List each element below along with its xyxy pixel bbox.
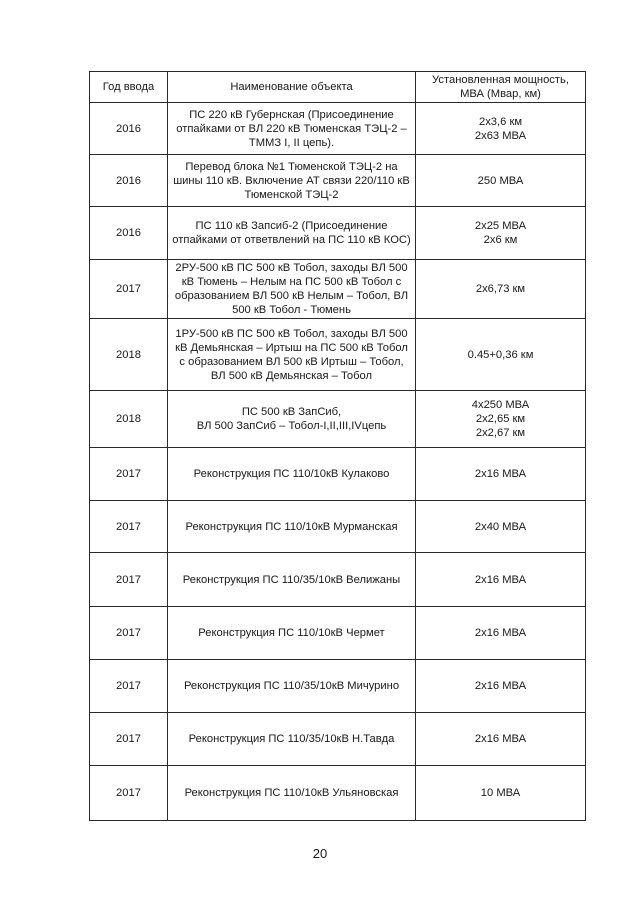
table-row: [90, 766, 586, 821]
cell-year: 2017: [90, 766, 168, 821]
cell-capacity: 2х16 МВА: [416, 713, 586, 766]
header-object-name: Наименование объекта: [168, 72, 416, 103]
cell-year: 2017: [90, 501, 168, 553]
cell-year: 2016: [90, 207, 168, 260]
cell-year: 2016: [90, 103, 168, 155]
cell-capacity: 4х250 МВА 2х2,65 км 2х2,67 км: [416, 391, 586, 448]
table-row: [90, 553, 586, 607]
cell-capacity: 2х25 МВА 2х6 км: [416, 207, 586, 260]
cell-capacity: 2х16 МВА: [416, 553, 586, 607]
cell-year: 2016: [90, 155, 168, 207]
page-number: 20: [312, 846, 328, 861]
cell-capacity: 2х16 МВА: [416, 660, 586, 713]
cell-object-name: Реконструкция ПС 110/35/10кВ Н.Тавда: [168, 713, 416, 766]
table-row: [90, 391, 586, 448]
cell-object-name: Реконструкция ПС 110/10кВ Мурманская: [168, 501, 416, 553]
cell-capacity: 2х16 МВА: [416, 607, 586, 660]
table-header-row: [90, 72, 586, 103]
cell-year: 2017: [90, 553, 168, 607]
cell-year: 2018: [90, 391, 168, 448]
table-row: [90, 260, 586, 319]
cell-object-name: ПС 500 кВ ЗапСиб, ВЛ 500 ЗапСиб – Тобол-I,II,III,IVцепь: [168, 391, 416, 448]
cell-year: 2018: [90, 319, 168, 391]
header-capacity: Установленная мощность, МВА (Мвар, км): [416, 72, 586, 103]
table-row: [90, 207, 586, 260]
cell-year: 2017: [90, 607, 168, 660]
table-row: [90, 448, 586, 501]
cell-capacity: 2х16 МВА: [416, 448, 586, 501]
cell-object-name: ПС 110 кВ Запсиб-2 (Присоединение отпайками от ответвлений на ПС 110 кВ КОС): [168, 207, 416, 260]
cell-object-name: Реконструкция ПС 110/10кВ Ульяновская: [168, 766, 416, 821]
cell-object-name: Реконструкция ПС 110/10кВ Чермет: [168, 607, 416, 660]
cell-capacity: 2х3,6 км 2х63 МВА: [416, 103, 586, 155]
cell-object-name: Реконструкция ПС 110/35/10кВ Мичурино: [168, 660, 416, 713]
cell-object-name: 1РУ-500 кВ ПС 500 кВ Тобол, заходы ВЛ 500 кВ Демьянская – Иртыш на ПС 500 кВ Тобол с образованием ВЛ 500 кВ Иртыш – Тобол, ВЛ 500 кВ Демьянская – Тобол: [168, 319, 416, 391]
cell-year: 2017: [90, 713, 168, 766]
table-row: [90, 155, 586, 207]
table-row: [90, 501, 586, 553]
cell-capacity: 0.45+0,36 км: [416, 319, 586, 391]
cell-year: 2017: [90, 448, 168, 501]
cell-object-name: Реконструкция ПС 110/35/10кВ Велижаны: [168, 553, 416, 607]
cell-capacity: 10 МВА: [416, 766, 586, 821]
cell-year: 2017: [90, 260, 168, 319]
table-row: [90, 607, 586, 660]
infrastructure-table: [89, 71, 586, 821]
table-row: [90, 319, 586, 391]
cell-year: 2017: [90, 660, 168, 713]
cell-object-name: ПС 220 кВ Губернская (Присоединение отпайками от ВЛ 220 кВ Тюменская ТЭЦ-2 – ТММЗ I, II цепь).: [168, 103, 416, 155]
cell-capacity: 2х6,73 км: [416, 260, 586, 319]
cell-object-name: 2РУ-500 кВ ПС 500 кВ Тобол, заходы ВЛ 500 кВ Тюмень – Нелым на ПС 500 кВ Тобол с образованием ВЛ 500 кВ Нелым – Тобол, ВЛ 500 кВ Тобол - Тюмень: [168, 260, 416, 319]
header-year: Год ввода: [90, 72, 168, 103]
table-row: [90, 713, 586, 766]
cell-object-name: Реконструкция ПС 110/10кВ Кулаково: [168, 448, 416, 501]
cell-capacity: 2х40 МВА: [416, 501, 586, 553]
table-row: [90, 660, 586, 713]
cell-capacity: 250 МВА: [416, 155, 586, 207]
table-row: [90, 103, 586, 155]
cell-object-name: Перевод блока №1 Тюменской ТЭЦ-2 на шины 110 кВ. Включение АТ связи 220/110 кВ Тюменской ТЭЦ-2: [168, 155, 416, 207]
